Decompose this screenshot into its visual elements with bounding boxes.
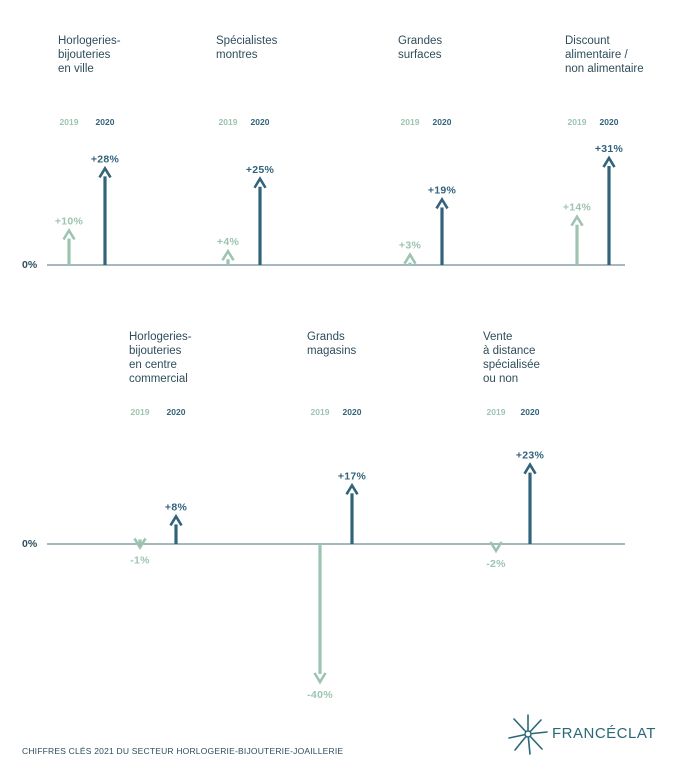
arrow-head-2020 [171, 516, 182, 525]
category-label: en centre [129, 359, 177, 371]
category-label: bijouteries [58, 49, 111, 61]
arrow-head-2019 [315, 673, 326, 682]
arrow-head-2019 [64, 231, 75, 240]
legend-year-2019: 2019 [567, 117, 587, 127]
data-label: -1% [130, 554, 150, 567]
legend-year-2019: 2019 [130, 407, 150, 417]
category-label: spécialisée [483, 359, 540, 371]
category-label: en ville [58, 63, 94, 75]
legend-year-2020: 2020 [250, 117, 270, 127]
legend-year-2019: 2019 [486, 407, 506, 417]
data-label: -2% [486, 557, 506, 570]
legend-year-2019: 2019 [218, 117, 238, 127]
arrow-head-2019 [405, 255, 416, 264]
category-label: Discount [565, 35, 610, 47]
category-label: Horlogeries- [129, 331, 192, 343]
category-label: montres [216, 49, 258, 61]
category-label: Horlogeries- [58, 35, 121, 47]
data-label: +3% [398, 239, 422, 252]
arrow-head-2019 [223, 251, 234, 260]
legend-year-2020: 2020 [166, 407, 186, 417]
category-label: à distance [483, 345, 536, 357]
legend-year-2020: 2020 [520, 407, 540, 417]
data-label: +14% [562, 201, 592, 214]
legend-year-2019: 2019 [310, 407, 330, 417]
category-label: Grandes [398, 35, 443, 47]
data-label: +10% [54, 215, 84, 228]
arrow-head-2019 [572, 217, 583, 226]
legend-year-2020: 2020 [95, 117, 115, 127]
data-label: +31% [594, 143, 624, 156]
data-label: +17% [337, 470, 367, 483]
arrow-head-2020 [255, 179, 266, 188]
arrow-head-2020 [604, 158, 615, 167]
legend-year-2020: 2020 [599, 117, 619, 127]
category-label: ou non [483, 373, 519, 385]
category-label: bijouteries [129, 345, 182, 357]
footer-caption: CHIFFRES CLÉS 2021 DU SECTEUR HORLOGERIE-BIJOUTERIE-JOAILLERIE [22, 746, 344, 756]
logo-text: FRANCÉCLAT [552, 725, 656, 742]
zero-tick-label: 0% [22, 259, 38, 271]
arrow-head-2020 [525, 465, 536, 474]
category-label: Vente [483, 331, 513, 343]
legend-year-2019: 2019 [400, 117, 420, 127]
category-label: Grands [307, 331, 345, 343]
category-label: Spécialistes [216, 35, 278, 47]
category-label: surfaces [398, 49, 442, 61]
arrow-head-2020 [347, 485, 358, 494]
data-label: +8% [164, 501, 188, 514]
data-label: +19% [427, 184, 457, 197]
category-label: non alimentaire [565, 63, 644, 75]
data-label: +23% [515, 449, 545, 462]
arrow-head-2020 [437, 199, 448, 208]
legend-year-2020: 2020 [342, 407, 362, 417]
data-label: +25% [245, 163, 275, 176]
data-label: +4% [216, 236, 240, 249]
legend-year-2019: 2019 [59, 117, 79, 127]
arrow-head-2020 [100, 168, 111, 177]
legend-year-2020: 2020 [432, 117, 452, 127]
category-label: alimentaire / [565, 49, 628, 61]
data-label: -40% [307, 689, 333, 701]
zero-tick-label: 0% [22, 538, 38, 550]
category-label: magasins [307, 345, 357, 357]
category-label: commercial [129, 373, 188, 385]
star-burst-icon [506, 712, 550, 756]
data-label: +28% [90, 153, 120, 166]
logo [506, 712, 666, 756]
